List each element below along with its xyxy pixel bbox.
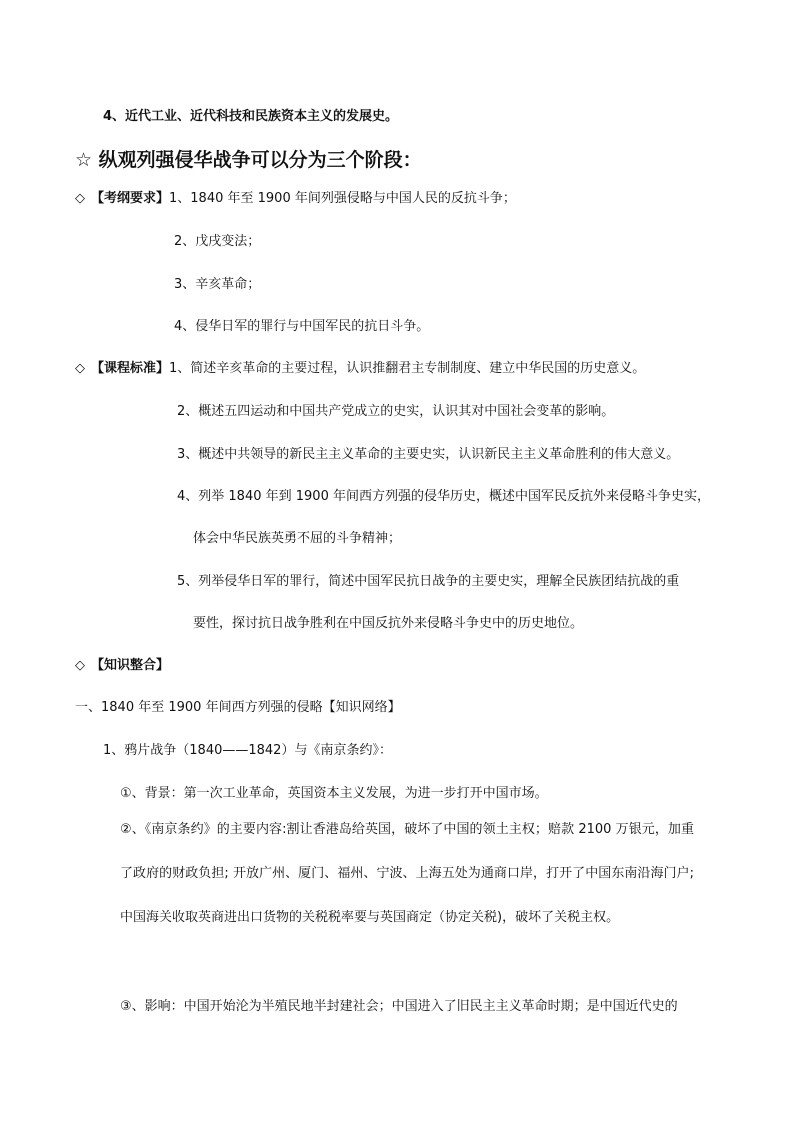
section-1-title: 一、1840 年至 1900 年间西方列强的侵略【知识网络】 bbox=[75, 700, 401, 715]
standard-item: 2、概述五四运动和中国共产党成立的史实，认识其对中国社会变革的影响。 bbox=[177, 404, 615, 419]
subsection-opium-war: 1、鸦片战争（1840——1842）与《南京条约》： bbox=[103, 743, 392, 758]
knowledge-integration-tag: 【知识整合】 bbox=[91, 658, 170, 673]
standard-item: 5、列举侵华日军的罪行，简述中国军民抗日战争的主要史实，理解全民族团结抗战的重 bbox=[177, 574, 680, 589]
standard-item-continued: 要性，探讨抗日战争胜利在中国反抗外来侵略斗争史中的历史地位。 bbox=[193, 616, 584, 631]
exam-item: 4、侵华日军的罪行与中国军民的抗日斗争。 bbox=[174, 319, 430, 334]
section-heading-text: 纵观列强侵华战争可以分为三个阶段： bbox=[98, 149, 422, 171]
standard-item-continued: 体会中华民族英勇不屈的斗争精神； bbox=[193, 531, 402, 546]
diamond-bullet-icon: ◇ bbox=[75, 191, 85, 206]
standard-item: 1、简述辛亥革命的主要过程，认识推翻君主专制制度、建立中华民国的历史意义。 bbox=[169, 361, 646, 376]
star-icon: ☆ bbox=[75, 149, 93, 171]
curriculum-standards bbox=[75, 359, 645, 379]
exam-requirements-tag: 【考纲要求】 bbox=[91, 191, 170, 206]
exam-requirements bbox=[75, 189, 516, 209]
exam-item: 3、辛亥革命； bbox=[174, 277, 261, 292]
standard-item: 4、列举 1840 年到 1900 年间西方列强的侵华历史，概述中国军民反抗外来侵略斗争史实， bbox=[177, 489, 710, 504]
exam-item: 2、戊戌变法； bbox=[174, 234, 261, 249]
diamond-bullet-icon: ◇ bbox=[75, 658, 85, 673]
paragraph-impact: ③、影响：中国开始沦为半殖民地半封建社会；中国进入了旧民主主义革命时期；是中国近代史的 bbox=[120, 999, 678, 1014]
curriculum-standards-tag: 【课程标准】 bbox=[91, 361, 170, 376]
knowledge-integration bbox=[75, 656, 169, 676]
paragraph-treaty-text: ②、《南京条约》的主要内容:割让香港岛给英国，破坏了中国的领土主权；赔款 2100 万银元，加重了政府的财政负担; 开放广州、厦门、福州、宁波、上海五处为通商口岸，打开了中国东南沿海门户; 中国海关收取英商进出口货物的关税税率要与英国商定（协定关税)，破坏了关税主权。 bbox=[120, 822, 694, 925]
section-heading bbox=[75, 147, 422, 173]
intro-item-4: 4、近代工业、近代科技和民族资本主义的发展史。 bbox=[103, 109, 399, 124]
diamond-bullet-icon: ◇ bbox=[75, 361, 85, 376]
paragraph-background: ①、背景：第一次工业革命，英国资本主义发展，为进一步打开中国市场。 bbox=[120, 786, 548, 801]
paragraph-treaty-content bbox=[120, 808, 694, 940]
standard-item: 3、概述中共领导的新民主主义革命的主要史实，认识新民主主义革命胜利的伟大意义。 bbox=[177, 447, 680, 462]
exam-item: 1、1840 年至 1900 年间列强侵略与中国人民的反抗斗争； bbox=[169, 191, 516, 206]
